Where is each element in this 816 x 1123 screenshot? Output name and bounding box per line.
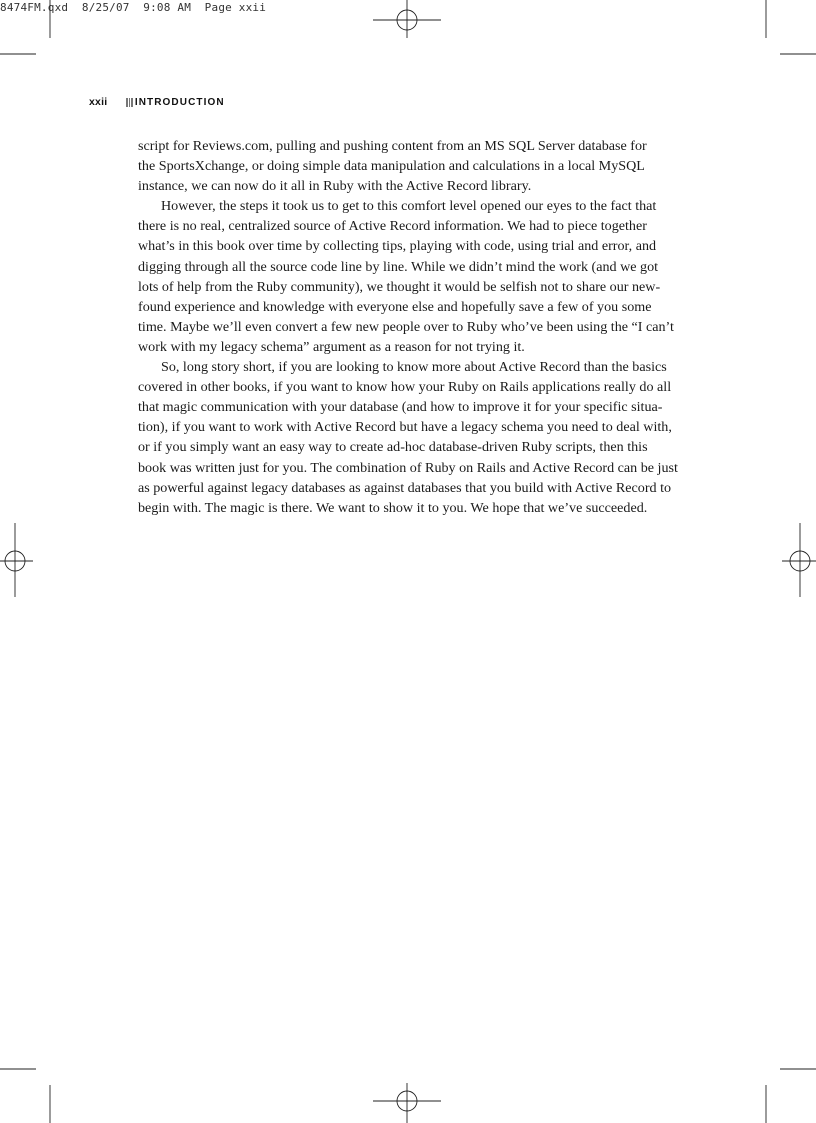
registration-mark-left [0, 523, 33, 597]
text-line: there is no real, centralized source of Active Record information. We had to piece together [138, 218, 647, 235]
paragraph [138, 136, 678, 196]
registration-mark-right [782, 523, 816, 597]
crop-mark-top-left [0, 0, 50, 54]
text-line: as powerful against legacy databases as against databases that you build with Active Record to [138, 479, 672, 496]
paragraph [138, 196, 678, 357]
running-head [89, 95, 225, 109]
text-line: tion), if you want to work with Active Record but have a legacy schema you need to deal with, [138, 419, 672, 436]
text-line: what’s in this book over time by collecting tips, playing with code, using trial and error, and [138, 238, 657, 255]
body-text [138, 136, 678, 518]
text-line: begin with. The magic is there. We want to show it to you. We hope that we’ve succeeded. [138, 499, 648, 516]
text-line: covered in other books, if you want to know how your Ruby on Rails applications really do all [138, 379, 672, 396]
text-line: instance, we can now do it all in Ruby with the Active Record library. [138, 178, 532, 195]
text-line: the SportsXchange, or doing simple data manipulation and calculations in a local MySQL [138, 158, 645, 175]
text-line: that magic communication with your database (and how to improve it for your specific situa- [138, 399, 663, 416]
registration-mark-bottom [373, 1083, 441, 1123]
text-line: lots of help from the Ruby community), we thought it would be selfish not to share our new- [138, 278, 661, 295]
text-line: found experience and knowledge with everyone else and hopefully save a few of you some [138, 298, 652, 315]
text-line: book was written just for you. The combination of Ruby on Rails and Active Record can be just [138, 459, 678, 476]
text-line: So, long story short, if you are looking to know more about Active Record than the basics [161, 359, 667, 376]
text-line: time. Maybe we’ll even convert a few new people over to Ruby who’ve been using the “I can’t [138, 318, 674, 335]
text-line: However, the steps it took us to get to this comfort level opened our eyes to the fact that [161, 198, 657, 215]
text-line: digging through all the source code line by line. While we didn’t mind the work (and we got [138, 258, 659, 275]
page-number: xxii [89, 96, 108, 108]
section-title: INTRODUCTION [134, 96, 225, 108]
text-line: work with my legacy schema” argument as a reason for not trying it. [138, 338, 525, 355]
print-slug-line: 8474FM.qxd 8/25/07 9:08 AM Page xxii [0, 1, 267, 14]
crop-mark-bottom-right [766, 1069, 816, 1123]
text-line: script for Reviews.com, pulling and pushing content from an MS SQL Server database for [138, 138, 647, 154]
registration-mark-top [373, 0, 441, 38]
text-line: or if you simply want an easy way to create ad-hoc database-driven Ruby scripts, then this [138, 439, 648, 456]
paragraph [138, 357, 678, 518]
section-marker-bars [126, 98, 133, 107]
crop-mark-top-right [766, 0, 816, 54]
crop-mark-bottom-left [0, 1069, 50, 1123]
